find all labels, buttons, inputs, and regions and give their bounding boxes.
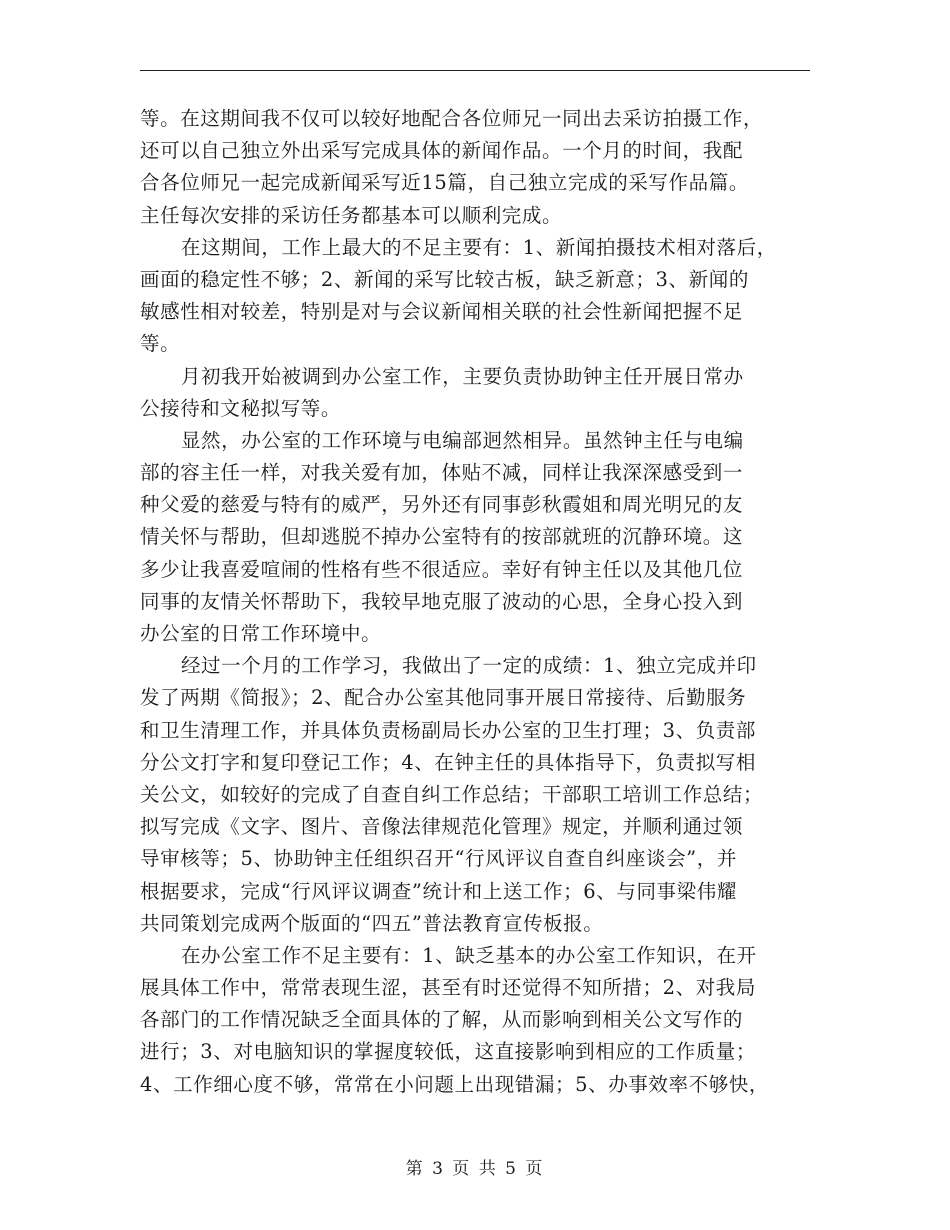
text-line: 等。 bbox=[140, 332, 181, 356]
text-line: 在办公室工作不足主要有：1、缺乏基本的办公室工作知识，在开 bbox=[180, 943, 757, 967]
header-rule bbox=[140, 70, 810, 71]
text-line: 主任每次安排的采访任务都基本可以顺利完成。 bbox=[140, 203, 563, 227]
text-line: 还可以自己独立外出采写完成具体的新闻作品。一个月的时间，我配 bbox=[140, 139, 744, 163]
text-line: 导审核等；5、协助钟主任组织召开“行风评议自查自纠座谈会”，并 bbox=[140, 847, 737, 871]
text-line: 各部门的工作情况缺乏全面具体的了解，从而影响到相关公文写作的 bbox=[140, 1008, 744, 1032]
text-line: 根据要求，完成“行风评议调查”统计和上送工作；6、与同事梁伟耀 bbox=[140, 879, 737, 903]
text-line: 公接待和文秘拟写等。 bbox=[140, 396, 342, 420]
text-line: 共同策划完成两个版面的“四五”普法教育宣传板报。 bbox=[140, 911, 604, 935]
text-line: 4、工作细心度不够，常常在小问题上出现错漏；5、办事效率不够快， bbox=[140, 1072, 770, 1096]
text-line: 办公室的日常工作环境中。 bbox=[140, 622, 382, 645]
text-line: 在这期间，工作上最大的不足主要有：1、新闻拍摄技术相对落后， bbox=[180, 235, 777, 259]
text-line: 画面的稳定性不够；2、新闻的采写比较古板，缺乏新意；3、新闻的 bbox=[140, 267, 749, 291]
text-line: 种父爱的慈爱与特有的威严，另外还有同事彭秋霞姐和周光明兄的友 bbox=[140, 493, 744, 517]
paragraph bbox=[140, 103, 816, 232]
text-line: 敏感性相对较差，特别是对与会议新闻相关联的社会性新闻把握不足 bbox=[140, 300, 744, 324]
paragraph bbox=[140, 425, 816, 650]
text-line: 情关怀与帮助，但却逃脱不掉办公室特有的按部就班的沉静环境。这 bbox=[140, 525, 744, 549]
paragraph bbox=[140, 940, 816, 1101]
text-line: 显然，办公室的工作环境与电编部迥然相异。虽然钟主任与电编 bbox=[180, 428, 744, 452]
text-line: 和卫生清理工作，并具体负责杨副局长办公室的卫生打理；3、负责部 bbox=[140, 718, 757, 742]
text-line: 分公文打字和复印登记工作；4、在钟主任的具体指导下，负责拟写相 bbox=[140, 750, 757, 774]
text-line: 等。在这期间我不仅可以较好地配合各位师兄一同出去采访拍摄工作， bbox=[140, 107, 764, 130]
text-line: 进行；3、对电脑知识的掌握度较低，这直接影响到相应的工作质量； bbox=[140, 1040, 757, 1064]
text-line: 月初我开始被调到办公室工作，主要负责协助钟主任开展日常办 bbox=[180, 364, 744, 388]
text-line: 关公文，如较好的完成了自查自纠工作总结；干部职工培训工作总结； bbox=[140, 782, 764, 806]
text-line: 发了两期《简报》；2、配合办公室其他同事开展日常接待、后勤服务 bbox=[140, 686, 747, 710]
document-body bbox=[140, 103, 816, 1101]
paragraph bbox=[140, 650, 816, 940]
paragraph bbox=[140, 361, 816, 425]
text-line: 多少让我喜爱喧闹的性格有些不很适应。幸好有钟主任以及其他几位 bbox=[140, 557, 744, 581]
text-line: 合各位师兄一起完成新闻采写近15篇，自己独立完成的采写作品篇。 bbox=[140, 171, 749, 195]
text-line: 拟写完成《文字、图片、音像法律规范化管理》规定，并顺利通过领 bbox=[140, 815, 744, 839]
text-line: 部的容主任一样，对我关爱有加，体贴不减，同样让我深深感受到一 bbox=[140, 461, 744, 485]
text-line: 同事的友情关怀帮助下，我较早地克服了波动的心思，全身心投入到 bbox=[140, 589, 744, 613]
text-line: 经过一个月的工作学习，我做出了一定的成绩：1、独立完成并印 bbox=[180, 654, 757, 678]
page-number: 第 3 页 共 5 页 bbox=[405, 1159, 545, 1179]
paragraph bbox=[140, 232, 816, 361]
text-line: 展具体工作中，常常表现生涩，甚至有时还觉得不知所措；2、对我局 bbox=[140, 976, 757, 1000]
